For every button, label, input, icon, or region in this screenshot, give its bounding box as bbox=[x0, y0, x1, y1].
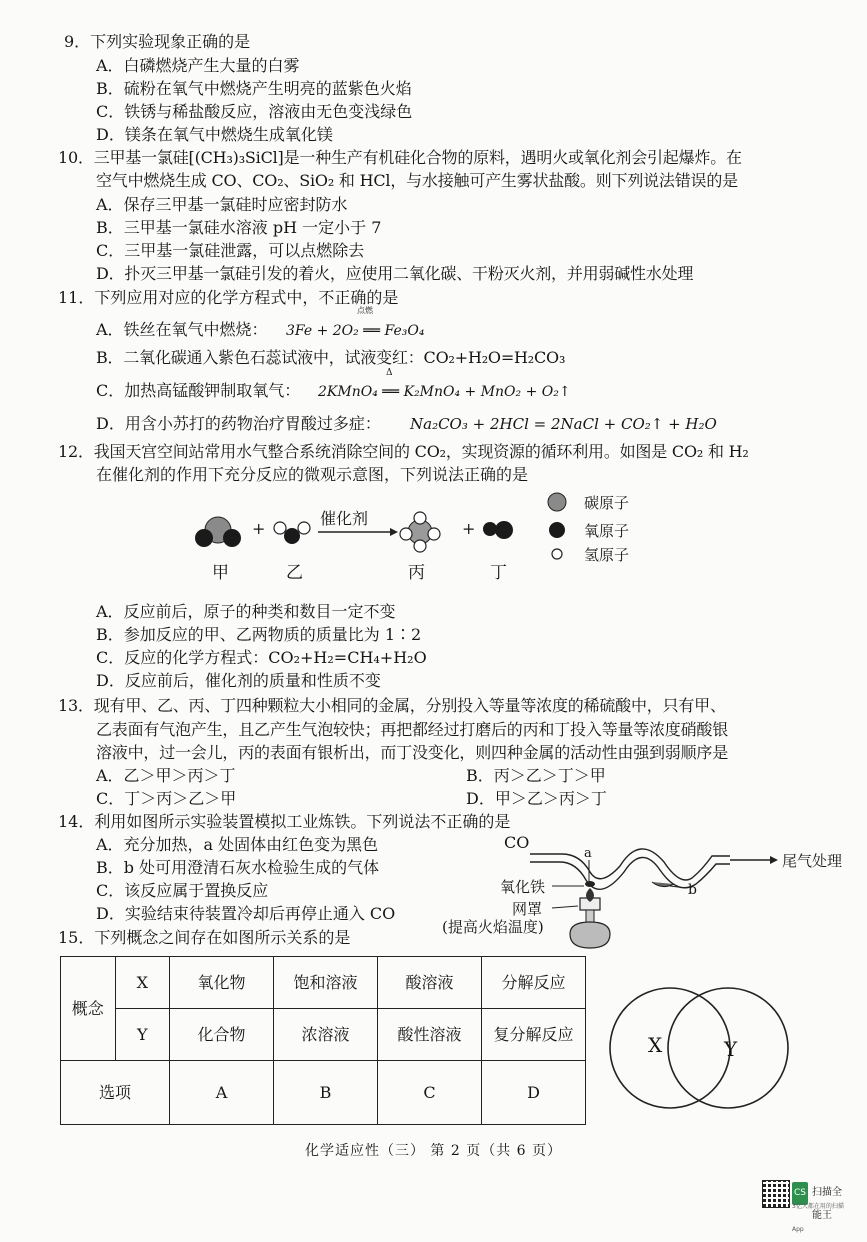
camscanner-name: 扫描全能王 bbox=[812, 1187, 842, 1222]
q11-option-a-text: A．铁丝在氧气中燃烧： bbox=[96, 320, 268, 339]
legend-carbon-label: 碳原子 bbox=[584, 494, 630, 512]
catalyst-label: 催化剂 bbox=[320, 509, 369, 528]
molecule-h2o bbox=[483, 521, 513, 539]
iron-oxide-sample bbox=[585, 881, 595, 887]
cell-y: Y bbox=[115, 1009, 170, 1061]
q11-option-a-equation: 3Fe + 2O₂ ══ Fe₃O₄ bbox=[286, 323, 425, 339]
q12-option-c: C．反应的化学方程式：CO₂+H₂=CH₄+H₂O bbox=[96, 648, 427, 667]
page-footer: 化学适应性（三） 第 2 页（共 6 页） bbox=[304, 1143, 563, 1159]
cell-x-a: 氧化物 bbox=[170, 957, 274, 1009]
molecule-co2 bbox=[195, 517, 241, 547]
q12-stem-line2: 在催化剂的作用下充分反应的微观示意图，下列说法正确的是 bbox=[96, 465, 529, 484]
arrow-head bbox=[390, 528, 398, 536]
cell-y-b: 浓溶液 bbox=[274, 1009, 378, 1061]
label-tail-gas: 尾气处理 bbox=[782, 852, 843, 870]
label-a: a bbox=[584, 846, 592, 861]
legend-hydrogen-icon bbox=[552, 549, 562, 559]
q12-option-b: B．参加反应的甲、乙两物质的质量比为 1∶2 bbox=[96, 625, 422, 644]
q10-option-d: D．扑灭三甲基一氯硅引发的着火，应使用二氧化碳、干粉灭火剂，并用弱碱性水处理 bbox=[96, 264, 694, 283]
alcohol-lamp bbox=[570, 922, 610, 948]
cell-x-c: 酸溶液 bbox=[377, 957, 481, 1009]
camscanner-badge: CS bbox=[792, 1182, 808, 1205]
label-bing: 丙 bbox=[408, 563, 425, 583]
q15-table bbox=[60, 956, 586, 1125]
q10-stem-line1: 10．三甲基一氯硅[(CH₃)₃SiCl]是一种生产有机硅化合物的原料，遇明火或氧化剂会引起爆炸。在 bbox=[58, 148, 742, 167]
q12-molecule-diagram bbox=[180, 488, 680, 584]
cell-x: X bbox=[115, 957, 170, 1009]
q15-stem: 15．下列概念之间存在如图所示关系的是 bbox=[58, 928, 351, 947]
q12-option-d: D．反应前后，催化剂的质量和性质不变 bbox=[96, 671, 381, 690]
molecule-h2 bbox=[274, 522, 310, 544]
q14-stem: 14．利用如图所示实验装置模拟工业炼铁。下列说法不正确的是 bbox=[58, 812, 511, 831]
plus-sign-1: + bbox=[252, 519, 266, 538]
cell-x-b: 饱和溶液 bbox=[274, 957, 378, 1009]
cell-y-d: 复分解反应 bbox=[481, 1009, 585, 1061]
venn-label-x: X bbox=[648, 1033, 663, 1057]
label-mesh-note: (提高火焰温度) bbox=[442, 918, 544, 936]
cell-option-label: 选项 bbox=[61, 1061, 170, 1125]
q11-option-a-condition: 点燃 bbox=[357, 306, 373, 315]
q14-option-c: C．该反应属于置换反应 bbox=[96, 881, 269, 900]
q13-option-c: C．丁＞丙＞乙＞甲 bbox=[96, 789, 237, 808]
tail-arrow-head bbox=[770, 856, 778, 864]
q11-option-d-text: D．用含小苏打的药物治疗胃酸过多症： bbox=[96, 414, 381, 433]
label-iron-oxide: 氧化铁 bbox=[500, 878, 546, 896]
cell-option-a: A bbox=[170, 1061, 274, 1125]
qr-code-icon bbox=[762, 1180, 790, 1208]
q15-venn-diagram bbox=[606, 980, 796, 1120]
q14-option-d: D．实验结束待装置冷却后再停止通入 CO bbox=[96, 904, 396, 923]
q13-option-a: A．乙＞甲＞丙＞丁 bbox=[96, 766, 236, 785]
molecule-ch4 bbox=[400, 512, 440, 552]
q12-stem-line1: 12．我国天宫空间站常用水气整合系统消除空间的 CO₂，实现资源的循环利用。如图是 CO₂ 和 H₂ bbox=[58, 442, 749, 461]
legend-hydrogen-label: 氢原子 bbox=[584, 546, 630, 564]
label-mesh: 网罩 bbox=[512, 900, 543, 918]
cell-concept: 概念 bbox=[61, 957, 116, 1061]
q11-option-c-text: C．加热高锰酸钾制取氧气： bbox=[96, 381, 301, 400]
label-jia: 甲 bbox=[212, 563, 229, 583]
label-b: b bbox=[688, 882, 697, 898]
q11-option-d-equation: Na₂CO₃ + 2HCl = 2NaCl + CO₂↑ + H₂O bbox=[410, 415, 717, 433]
venn-label-y: Y bbox=[724, 1037, 738, 1061]
cell-y-c: 酸性溶液 bbox=[377, 1009, 481, 1061]
q9-option-d: D．镁条在氧气中燃烧生成氧化镁 bbox=[96, 125, 333, 144]
legend-oxygen-label: 氧原子 bbox=[584, 522, 630, 540]
camscanner-tagline: 3亿人都在用的扫描App bbox=[792, 1203, 844, 1234]
legend-carbon-icon bbox=[548, 493, 566, 511]
plus-sign-2: + bbox=[462, 519, 476, 538]
q13-option-b: B．丙＞乙＞丁＞甲 bbox=[466, 766, 606, 785]
q11-option-c-condition: Δ bbox=[386, 368, 393, 378]
q13-stem-line2: 乙表面有气泡产生，且乙产生气泡较快；再把都经过打磨后的丙和丁投入等量等浓度硝酸银 bbox=[96, 720, 729, 739]
q11-stem: 11．下列应用对应的化学方程式中，不正确的是 bbox=[58, 288, 399, 307]
q9-option-c: C．铁锈与稀盐酸反应，溶液由无色变浅绿色 bbox=[96, 102, 413, 121]
q9-option-b: B．硫粉在氧气中燃烧产生明亮的蓝紫色火焰 bbox=[96, 79, 412, 98]
label-yi: 乙 bbox=[286, 563, 303, 583]
cell-y-a: 化合物 bbox=[170, 1009, 274, 1061]
lamp-wick bbox=[586, 910, 594, 922]
label-co: CO bbox=[504, 833, 530, 852]
cell-option-c: C bbox=[377, 1061, 481, 1125]
q10-option-c: C．三甲基一氯硅泄露，可以点燃除去 bbox=[96, 241, 365, 260]
q9-option-a: A．白磷燃烧产生大量的白雾 bbox=[96, 56, 300, 75]
cell-option-b: B bbox=[274, 1061, 378, 1125]
pointer-mesh bbox=[552, 906, 578, 908]
legend-oxygen-icon bbox=[549, 522, 565, 538]
label-ding: 丁 bbox=[490, 563, 507, 583]
q13-stem-line3: 溶液中，过一会儿，丙的表面有银析出，而丁没变化，则四种金属的活动性由强到弱顺序是 bbox=[96, 743, 729, 762]
q13-stem-line1: 13．现有甲、乙、丙、丁四种颗粒大小相同的金属，分别投入等量等浓度的稀硫酸中，只有甲、 bbox=[58, 696, 726, 715]
q14-apparatus-diagram bbox=[430, 826, 860, 952]
scanner-watermark bbox=[762, 1180, 846, 1234]
q11-option-c-equation: 2KMnO₄ ══ K₂MnO₄ + MnO₂ + O₂↑ bbox=[318, 384, 571, 400]
q10-stem-line2: 空气中燃烧生成 CO、CO₂、SiO₂ 和 HCl，与水接触可产生雾状盐酸。则下列说法错误的是 bbox=[96, 171, 738, 190]
cell-option-d: D bbox=[481, 1061, 585, 1125]
q9-stem: 9．下列实验现象正确的是 bbox=[64, 32, 251, 51]
q14-option-a: A．充分加热，a 处固体由红色变为黑色 bbox=[96, 835, 379, 854]
q14-option-b: B．b 处可用澄清石灰水检验生成的气体 bbox=[96, 858, 380, 877]
q12-option-a: A．反应前后，原子的种类和数目一定不变 bbox=[96, 602, 396, 621]
venn-circle-x bbox=[610, 988, 730, 1108]
q10-option-a: A．保存三甲基一氯硅时应密封防水 bbox=[96, 195, 348, 214]
q10-option-b: B．三甲基一氯硅水溶液 pH 一定小于 7 bbox=[96, 218, 382, 237]
q11-option-b: B．二氧化碳通入紫色石蕊试液中，试液变红：CO₂+H₂O=H₂CO₃ bbox=[96, 348, 566, 367]
q13-option-d: D．甲＞乙＞丙＞丁 bbox=[466, 789, 607, 808]
glass-tube-lower bbox=[530, 857, 730, 889]
cell-x-d: 分解反应 bbox=[481, 957, 585, 1009]
